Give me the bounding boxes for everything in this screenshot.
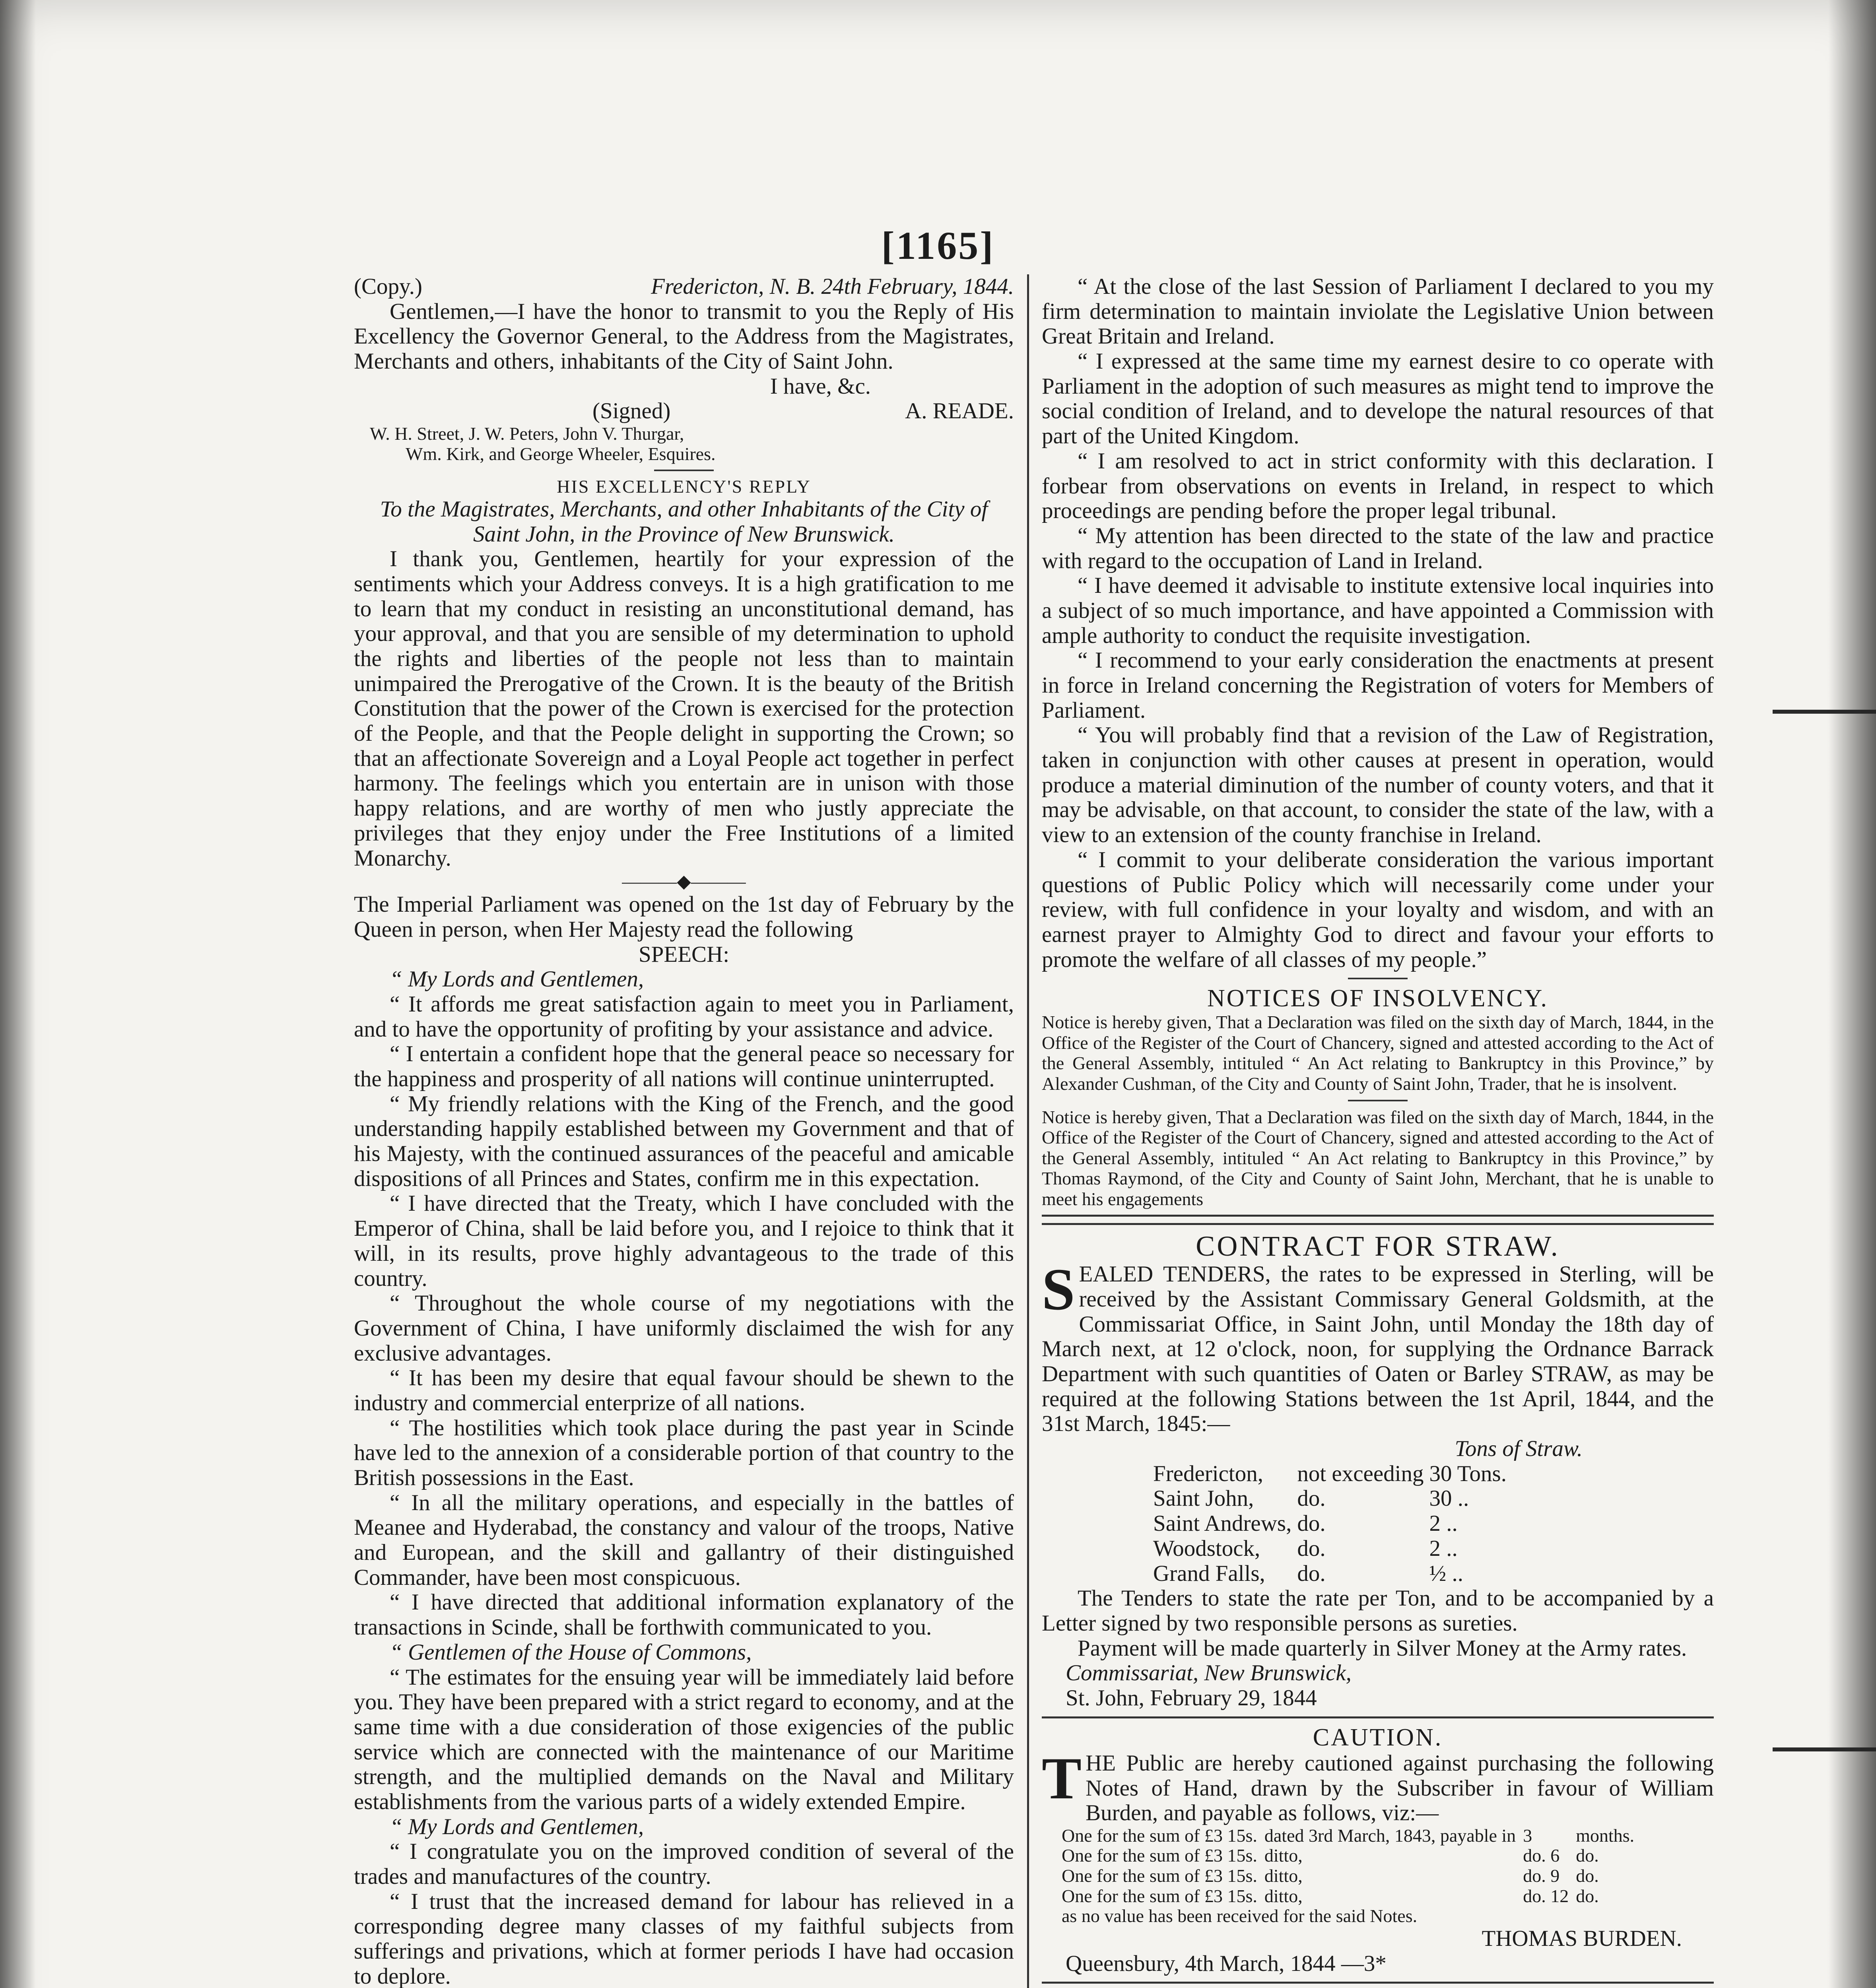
- governor-letter: Gentlemen,—I have the honor to transmit to you the Reply of His Excellency the Governor General, to the Address from the Magistrates, Merchants and others, inhabitants of the City of Saint John.: [354, 299, 1014, 374]
- margin-marker: [1773, 710, 1876, 714]
- speech-paragraph: “ I have directed that the Treaty, which I have concluded with the Emperor of China, shall be laid before you, and I rejoice to think that it will, in its results, prove highly advantageous to the trade of this country.: [354, 1191, 1014, 1291]
- drop-cap: T: [1042, 1745, 1082, 1811]
- table-row: [1062, 1846, 1641, 1866]
- straw-payment: Payment will be made quarterly in Silver Money at the Army rates.: [1078, 1635, 1687, 1661]
- insolvency-heading: NOTICES OF INSOLVENCY.: [1207, 985, 1548, 1012]
- table-row: [1062, 1826, 1641, 1846]
- speech-paragraph: “ It affords me great satisfaction again to meet you in Parliament, and to have the opportunity of profiting by your assistance and advice.: [354, 991, 1014, 1042]
- speech-paragraph: “ My attention has been directed to the state of the law and practice with regard to the occupation of Land in Ireland.: [1042, 523, 1714, 573]
- ornament-divider: ———◆———: [622, 871, 746, 892]
- note-date: ditto,: [1264, 1885, 1303, 1906]
- speech-paragraph: “ I expressed at the same time my earnest desire to co operate with Parliament in the adoption of such measures as might tend to improve the social condition of Ireland, and to develope the natural resources of that part of the United Kingdom.: [1042, 349, 1714, 449]
- caution-heading: CAUTION.: [1313, 1724, 1443, 1751]
- reply-body: I thank you, Gentlemen, heartily for your expression of the sentiments which your Address conveys. It is a high gratification to me to learn that my conduct in resisting an unconstitutional demand, has your approval, and that you are sensible of my determination to uphold the rights and liberties of the people not less than to maintain unimpaired the Prerogative of the Crown. It is the beauty of the British Constitution that the power of the Crown is exercised for the protection of the People, and that the People delight in supporting the Crown; so that an affectionate Sovereign and a Loyal People act together in perfect harmony. The feelings which you entertain are in unison with those happy relations, and are worthy of men who justly appreciate the privileges that they enjoy under the Free Institutions of a limited Monarchy.: [354, 546, 1014, 871]
- straw-signoff: [1042, 1661, 1714, 1710]
- caution-notice: [1042, 1745, 1714, 1826]
- note-term: do. 6: [1523, 1845, 1560, 1866]
- table-row: [1153, 1561, 1512, 1586]
- note-amount: One for the sum of £3 15s.: [1062, 1885, 1257, 1906]
- note-term: 3: [1523, 1825, 1532, 1846]
- station-qualifier: do.: [1297, 1536, 1326, 1561]
- straw-heading: CONTRACT FOR STRAW.: [1196, 1230, 1560, 1262]
- speech-paragraph: “ I commit to your deliberate consideration the various important questions of Public Policy which will necessarily come under your review, with full confidence in your loyalty and wisdom, and with an earnest prayer to Almighty God to direct and favour your efforts to promote the welfare of all classes of my people.”: [1042, 847, 1714, 972]
- table-row: [1153, 1511, 1512, 1536]
- note-unit: do.: [1576, 1845, 1599, 1866]
- caution-date: Queensbury, 4th March, 1844 —3*: [1066, 1951, 1387, 1976]
- column-divider: [1027, 274, 1029, 1988]
- station-place: Woodstock,: [1153, 1536, 1260, 1561]
- speech-paragraph: “ I am resolved to act in strict conformity with this declaration. I forbear from observations on events in Ireland, in respect to which proceedings are pending before the proper legal tribunal.: [1042, 448, 1714, 524]
- note-amount: One for the sum of £3 15s.: [1062, 1866, 1257, 1886]
- salutation-lords: “ My Lords and Gentlemen,: [390, 1814, 644, 1839]
- letter-close: I have, &c.: [770, 373, 871, 399]
- straw-body: EALED TENDERS, the rates to be expressed in Sterling, will be received by the Assistant Commissary General Goldsmith, at the Commissariat Office, in Saint John, until Monday the 18th day of March next, at 12 o'clock, noon, for supplying the Ordnance Barrack Department with such quantities of Oaten or Barley STRAW, as may be required at the following Stations between the 1st April, 1844, and the 31st March, 1845:—: [1042, 1262, 1714, 1437]
- scan-edge-left: [0, 0, 36, 1988]
- addressees-line-2: Wm. Kirk, and George Wheeler, Esquires.: [406, 443, 716, 464]
- straw-notice: [1042, 1256, 1714, 1437]
- station-quantity: ½ ..: [1429, 1561, 1463, 1586]
- speech-paragraph: “ It has been my desire that equal favour should be shewn to the industry and commercial enterprize of all nations.: [354, 1365, 1014, 1415]
- commissariat-line: Commissariat, New Brunswick,: [1066, 1660, 1352, 1686]
- speech-paragraph: “ My friendly relations with the King of the French, and the good understanding happily established between my Government and that of his Majesty, with the continued assurances of the peaceful and amicable dispositions of all Princes and States, confirm me in this expectation.: [354, 1091, 1014, 1191]
- insolvency-notice: Notice is hereby given, That a Declaration was filed on the sixth day of March, 1844, in the Office of the Register of the Court of Chancery, signed and attested according to the Act of the General Assembly, intituled “ An Act relating to Bankruptcy in this Province,” by Thomas Raymond, of the City and County of Saint John, Merchant, that he is unable to meet his engagements: [1042, 1107, 1714, 1209]
- caution-tail: as no value has been received for the said Notes.: [1062, 1906, 1418, 1926]
- left-column: [354, 274, 1014, 1988]
- speech-paragraph: “ I have deemed it advisable to institute extensive local inquiries into a subject of so much importance, and have appointed a Commission with ample authority to conduct the requisite investigation.: [1042, 573, 1714, 648]
- table-row: [1062, 1886, 1641, 1906]
- station-quantity: 30 ..: [1429, 1486, 1469, 1511]
- station-place: Grand Falls,: [1153, 1561, 1265, 1586]
- note-amount: One for the sum of £3 15s.: [1062, 1825, 1257, 1846]
- margin-marker: [1773, 1747, 1876, 1751]
- right-column: [1042, 274, 1714, 1988]
- straw-date: St. John, February 29, 1844: [1066, 1685, 1317, 1710]
- parliament-intro: The Imperial Parliament was opened on the 1st day of February by the Queen in person, when Her Majesty read the following: [354, 892, 1014, 942]
- speech-paragraph: “ The hostilities which took place during the past year in Scinde have led to the annexion of a considerable portion of that country to the British possessions in the East.: [354, 1415, 1014, 1491]
- note-date: dated 3rd March, 1843, payable in: [1264, 1825, 1516, 1846]
- note-date: ditto,: [1264, 1845, 1303, 1866]
- copy-header: [354, 274, 1014, 299]
- note-unit: do.: [1576, 1885, 1599, 1906]
- copy-label: (Copy.): [354, 274, 423, 299]
- note-term: do. 9: [1523, 1866, 1560, 1886]
- station-place: Fredericton,: [1153, 1461, 1263, 1486]
- insolvency-notice: Notice is hereby given, That a Declaration was filed on the sixth day of March, 1844, in the Office of the Register of the Court of Chancery, signed and attested according to the Act of the General Assembly, intituled “ An Act relating to Bankruptcy in this Province,” by Alexander Cushman, of the City and County of Saint John, Trader, that he is insolvent.: [1042, 1012, 1714, 1094]
- speech-paragraph: “ I trust that the increased demand for labour has relieved in a corresponding degree many classes of my faithful subjects from sufferings and privations, which at former periods I have had occasion to deplore.: [354, 1889, 1014, 1988]
- divider-rule: [1348, 1100, 1408, 1101]
- addressees-line-1: W. H. Street, J. W. Peters, John V. Thurgar,: [370, 423, 684, 444]
- tons-label: Tons of Straw.: [1455, 1436, 1583, 1462]
- station-place: Saint John,: [1153, 1486, 1254, 1511]
- copy-place-date: Fredericton, N. B. 24th February, 1844.: [651, 274, 1014, 299]
- station-quantity: 2 ..: [1429, 1536, 1458, 1561]
- divider-rule: [654, 470, 714, 471]
- speech-paragraph: “ The estimates for the ensuing year will be immediately laid before you. They have been prepared with a strict regard to economy, and at the same time with a due consideration of those exigencies of the public service which are connected with the maintenance of our Maritime strength, and the multiplied demands on the Naval and Military establishments from the various parts of a widely extended Empire.: [354, 1664, 1014, 1814]
- salutation-lords: “ My Lords and Gentlemen,: [390, 967, 644, 992]
- speech-paragraph: “ I have directed that additional information explanatory of the transactions in Scinde, shall be forthwith communicated to you.: [354, 1590, 1014, 1640]
- note-date: ditto,: [1264, 1866, 1303, 1886]
- table-row: [1153, 1462, 1512, 1487]
- reply-subheading: To the Magistrates, Merchants, and other Inhabitants of the City of Saint John, in the Province of New Brunswick.: [380, 496, 988, 547]
- divider-rule: [1042, 1982, 1714, 1984]
- station-quantity: 2 ..: [1429, 1511, 1458, 1536]
- speech-paragraph: “ I recommend to your early consideration the enactments at present in force in Ireland concerning the Registration of voters for Members of Parliament.: [1042, 648, 1714, 723]
- notes-table: [1062, 1826, 1641, 1906]
- straw-tail: The Tenders to state the rate per Ton, and to be accompanied by a Letter signed by two responsible persons as sureties.: [1042, 1586, 1714, 1636]
- note-amount: One for the sum of £3 15s.: [1062, 1845, 1257, 1866]
- signature-row: [354, 399, 1014, 424]
- table-row: [1062, 1866, 1641, 1886]
- salutation-commons: “ Gentlemen of the House of Commons,: [390, 1639, 752, 1665]
- caution-signer: THOMAS BURDEN.: [1482, 1926, 1682, 1951]
- signed-label: (Signed): [592, 398, 671, 424]
- station-place: Saint Andrews,: [1153, 1511, 1292, 1536]
- station-qualifier: do.: [1297, 1511, 1326, 1536]
- stations-table: [1153, 1462, 1512, 1586]
- table-row: [1153, 1536, 1512, 1561]
- speech-label: SPEECH:: [638, 942, 730, 967]
- speech-paragraph: “ I congratulate you on the improved condition of several of the trades and manufactures of the country.: [354, 1839, 1014, 1889]
- station-qualifier: do.: [1297, 1561, 1326, 1586]
- divider-rule: [1348, 978, 1408, 979]
- speech-paragraph: “ I entertain a confident hope that the general peace so necessary for the happiness and prosperity of all nations will continue uninterrupted.: [354, 1041, 1014, 1092]
- speech-paragraph: “ You will probably find that a revision of the Law of Registration, taken in conjunction with other causes at present in operation, would produce a material diminution of the number of county voters, and that it may be advisable, on that account, to consider the state of the law, with a view to an extension of the county franchise in Ireland.: [1042, 722, 1714, 848]
- page-number: [1165]: [881, 223, 995, 268]
- insolvency-notices: [1042, 1012, 1714, 1209]
- speech-paragraph: “ At the close of the last Session of Parliament I declared to you my firm determination to maintain inviolate the Legislative Union between Great Britain and Ireland.: [1042, 274, 1714, 349]
- note-term: do. 12: [1523, 1885, 1569, 1906]
- reply-heading: HIS EXCELLENCY'S REPLY: [557, 476, 811, 497]
- note-unit: do.: [1576, 1866, 1599, 1886]
- table-row: [1153, 1486, 1512, 1511]
- scan-edge-right: [1828, 0, 1876, 1988]
- signer-name: A. READE.: [905, 398, 1014, 424]
- station-qualifier: not exceeding: [1297, 1461, 1424, 1486]
- speech-paragraph: “ In all the military operations, and especially in the battles of Meanee and Hyderabad, the constancy and valour of the troops, Native and European, and the skill and gallantry of their distinguished Commander, have been most conspicuous.: [354, 1490, 1014, 1590]
- station-qualifier: do.: [1297, 1486, 1326, 1511]
- note-unit: months.: [1576, 1825, 1635, 1846]
- drop-cap: S: [1042, 1256, 1075, 1323]
- divider-rule: [1042, 1716, 1714, 1718]
- double-rule: [1042, 1215, 1714, 1225]
- station-quantity: 30 Tons.: [1429, 1461, 1507, 1486]
- caution-body: HE Public are hereby cautioned against purchasing the following Notes of Hand, drawn by the Subscriber in favour of William Burden, and payable as follows, viz:—: [1086, 1750, 1714, 1826]
- speech-paragraph: “ Throughout the whole course of my negotiations with the Government of China, I have uniformly disclaimed the wish for any exclusive advantages.: [354, 1291, 1014, 1366]
